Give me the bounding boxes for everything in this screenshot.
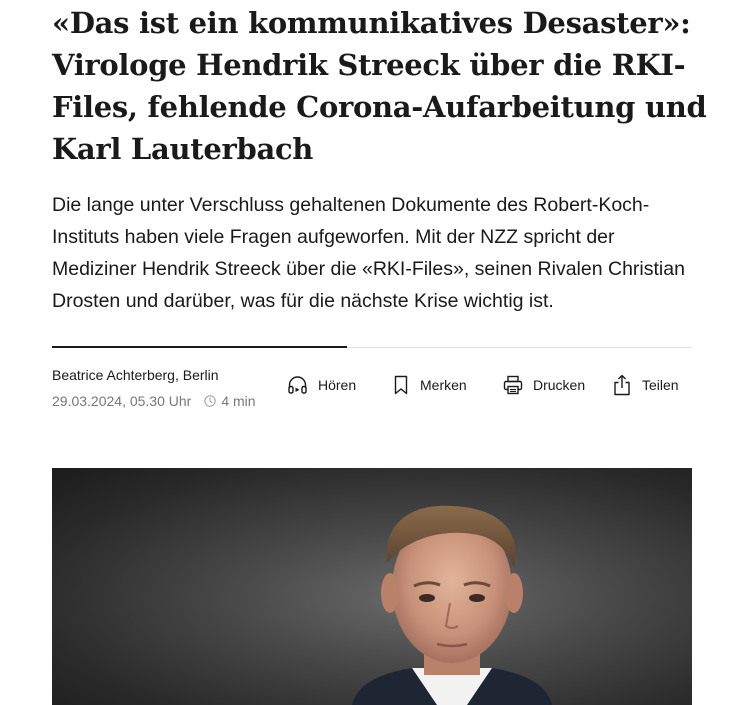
reading-time: 4 min <box>221 393 256 409</box>
listen-label: Hören <box>318 377 357 393</box>
print-label: Drucken <box>533 377 586 393</box>
hero-portrait-image <box>52 468 692 705</box>
listen-button[interactable] <box>287 372 356 398</box>
share-icon <box>612 374 632 396</box>
article-actions <box>0 372 743 398</box>
publish-date: 29.03.2024, 05.30 Uhr <box>52 393 192 409</box>
bookmark-button[interactable] <box>392 372 467 398</box>
headphones-icon <box>287 375 308 395</box>
bookmark-label: Merken <box>420 377 467 393</box>
printer-icon <box>503 375 523 395</box>
share-label: Teilen <box>642 377 679 393</box>
print-button[interactable] <box>503 372 585 398</box>
divider-accent <box>52 346 347 348</box>
article-lead: Die lange unter Verschluss gehaltenen Dokumente des Robert-Koch-Instituts haben viele Fragen aufgeworfen. Mit der NZZ spricht der Mediziner Hendrik Streeck über die «RKI-Files», seinen Rivalen Christian Drosten und darüber, was für die nächste Krise wichtig ist. <box>52 194 685 312</box>
share-button[interactable] <box>612 372 679 398</box>
bookmark-icon <box>392 375 410 395</box>
article-headline: «Das ist ein kommunikatives Desaster»: Virologe Hendrik Streeck über die RKI-Files, fehlende Corona-Aufarbeitung und Karl Lauterbach <box>52 6 707 166</box>
author-byline[interactable]: Beatrice Achterberg, Berlin <box>52 367 219 383</box>
